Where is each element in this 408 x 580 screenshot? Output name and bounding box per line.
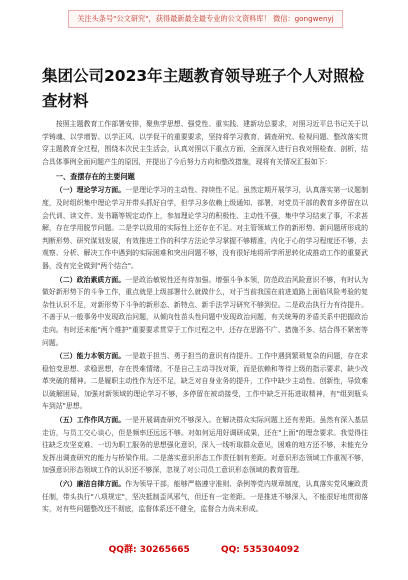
section-heading: 一、查摆存在的主要问题 — [55, 172, 135, 182]
item-paragraph — [42, 184, 368, 272]
item-text: 一是政治敏锐性还有待加强。增强斗争本领，防范政治风险意识不够，有时认为做好新形势下的斗争工作，重点就是上级部署什么就做什么，对于当前我国在前进道路上面临风险考验的复杂性认识不足，对新形势下斗争的新形态、新特点、新手法学习研究不够到位。二是政治执行力有待提升。不善于从一般事务中发现政治问题，从倾向性苗头性问题中发现政治问题，有关统筹的矛盾关系中把握政治走向。有时还未能"两个维护"重要要求贯穿于工作过程之中，还存在思路不广、措施不多、结合得不紧密等问题。 — [42, 275, 368, 347]
footer-qq-group: QQ群: 30265665 — [108, 545, 190, 555]
item-heading: （一）理论学习方面。 — [55, 186, 126, 195]
intro-paragraph: 按照主题教育工作部署安排，聚焦学思想、强党性、重实践、建新功总要求，对照习近平总书记关于以学铸魂、以学增智、以学正风、以学促干的重要要求，坚持将学习教育、调查研究、检视问题、整改落实贯穿主题教育全过程，围绕本次民主生活会，认真对照以下重点方面，全面深入进行自我对照检查、剖析，结合具体事例全面问题产生的原因，并提出了今后努力方向和整改措施，现将有关情况汇报如下： — [42, 120, 368, 166]
footer-contact — [0, 542, 408, 558]
item-heading: （三）能力本领方面。 — [55, 352, 126, 361]
item-text: 一是理论学习的主动性、持续性不足。虽然定期开展学习，认真落实第一议题制度，及时组织集中理论学习并带头抓好自学，但学习多依赖上级通知、部署，对党员干部的教育多停留在以会代训、读文件、发书籍等规定动作上，参加理论学习的积极性、主动性不强，集中学习结束了事，不求甚解，存在学用脱节问题。二是学以致用的实际性上还存在不足。对主管领域工作的新形势、新问题所形成的判断形势、研究谋划发展，有效推进工作的科学方法论学习掌握不够精准，内化于心的学习程度还不够，去观察、分析、解决工作中遇到的实际困难和突出问题不够，没有很好地将所学所思转化成推动工作的重要武器，没有完全做到"两个结合"。 — [42, 186, 368, 270]
item-paragraph — [42, 274, 368, 350]
top-banner: 关注头条号"公文研究"，获得最新最全最专业的公文资料库！ 微信：gongwenyj — [68, 10, 343, 28]
item-heading: （五）工作作风方面。 — [55, 416, 126, 425]
item-heading: （六）廉洁自律方面。 — [55, 480, 126, 489]
item-paragraph — [42, 478, 368, 516]
document-title: 集团公司2023年主题教育领导班子个人对照检查材料 — [42, 67, 365, 110]
footer-qq: QQ: 535304092 — [220, 545, 300, 555]
item-paragraph — [42, 414, 368, 477]
item-paragraph — [42, 350, 368, 413]
item-heading: （二）政治素质方面。 — [55, 275, 126, 284]
item-text: 作为领导干部，能够严格遵守准则、条例等党内规章制度，认真落实党风廉政责任制，带头执行"八项规定"，坚决抵制歪风邪气，但还有一定差距。一是推进不够深入，不能很好地贯彻落实，对有些问题整改还不彻底，监督体系还不健全，监督合力尚未形成。 — [42, 480, 368, 514]
item-text: 一是敢于担当、勇于担当的意识有待提升。工作中遇到繁琐复杂的问题，存在求稳怕变思想、求稳思想，存在畏难情绪，不是自己主动寻找对策，而是依赖和等待上级的指示要求，缺少改革突破的精神。二是履职主动性作为还不足，缺乏对自身业务的提升，工作中缺少主动性、创新性，导致难以破解困局，加强对新领域的理论学习不够，多停留在被动接受，工作中缺乏开拓进取精神，有"组到瓶头车到站"思想。 — [42, 352, 368, 411]
document-body — [42, 118, 368, 517]
item-text: 一是开展调查研究不够深入。在解决群众实际问题上还有差距。虽然有深入基层走访，与员工交心谈心，但是频率还远远不够。对如何运用好调研成果，还在"上面"的理念要求。我觉得往往缺乏攻坚克难、一切为职工服务的思想强化意识，深入一线听取群众意见，困难的地方还不够，未能充分发挥出调查研究的能力与桥梁作用。二是落实意识形态工作责任制有差距。对意识形态领域工作重视不够，加强意识形态领域工作的认识还不够深，忽视了对公司员工意识形态领域的教育管理。 — [42, 416, 368, 475]
